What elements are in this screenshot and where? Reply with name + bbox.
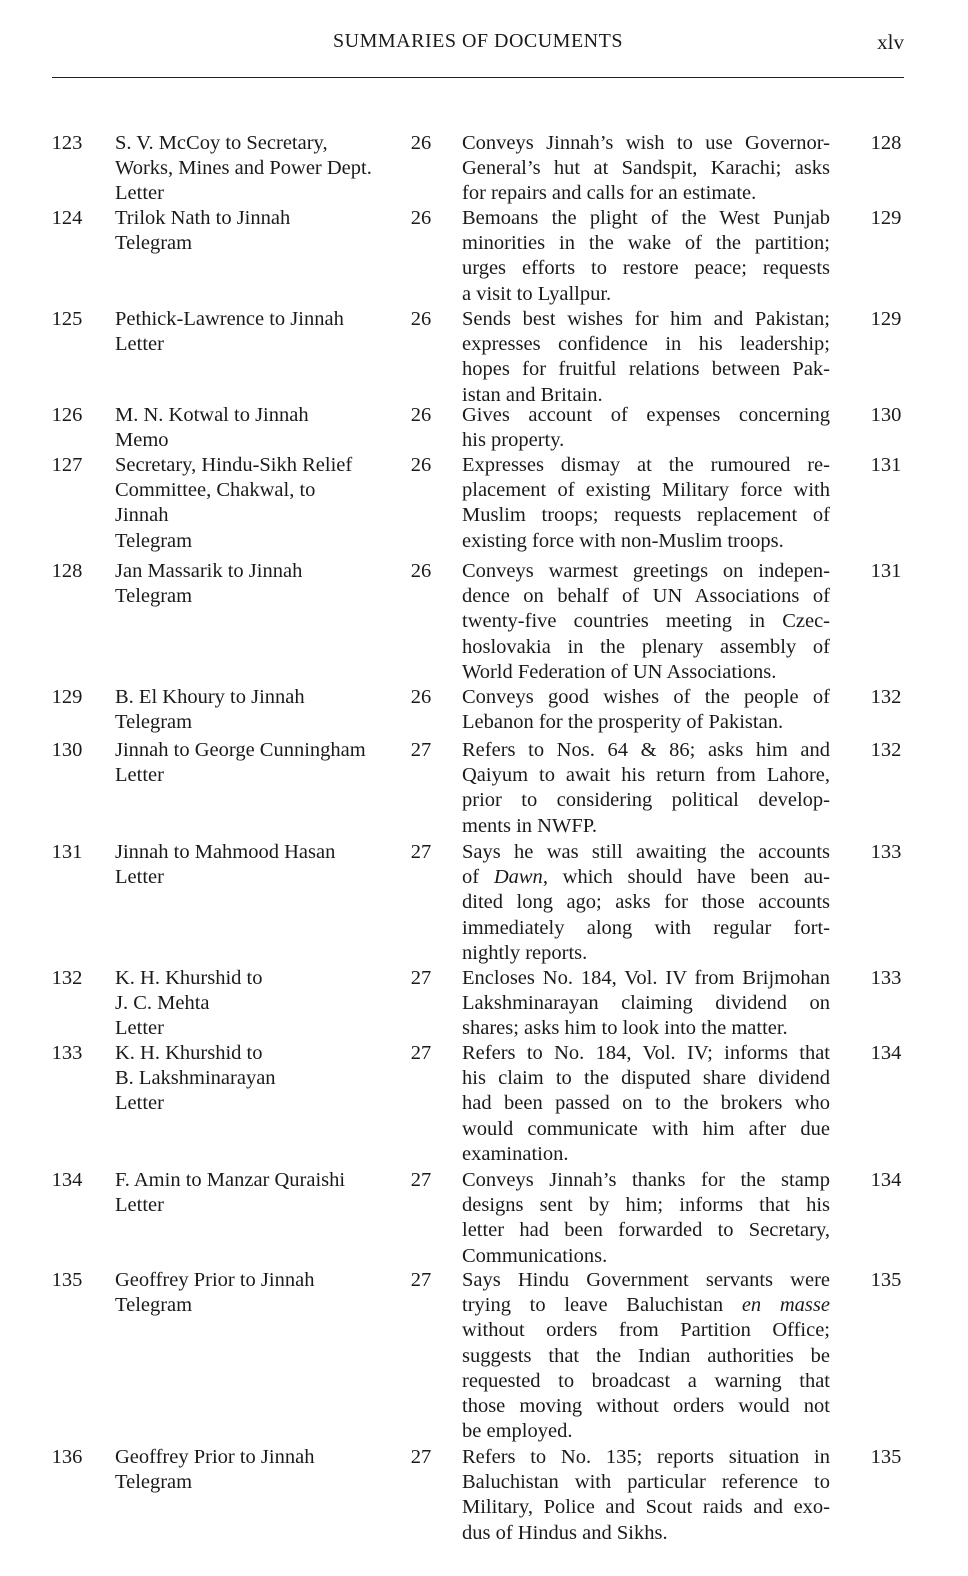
correspondent-line: Letter	[115, 764, 164, 787]
correspondent-line: Jinnah to Mahmood Hasan	[115, 841, 336, 863]
correspondent-line: Telegram	[115, 1294, 193, 1317]
document-date: 26	[410, 560, 432, 582]
summary-line: Conveys warmest greetings on indepen-	[462, 560, 830, 582]
correspondents	[115, 1041, 390, 1117]
document-number: 125	[51, 308, 83, 330]
correspondents	[115, 206, 390, 256]
summary-line: nightly reports.	[462, 941, 588, 964]
running-title: SUMMARIES OF DOCUMENTS	[333, 30, 623, 52]
correspondent-line: Geoffrey Prior to Jinnah	[115, 1269, 315, 1291]
correspondent-line: Committee, Chakwal, to	[115, 479, 316, 502]
correspondent-line: Telegram	[115, 529, 193, 552]
correspondents	[115, 1445, 390, 1495]
summary-line: immediately along with regular fort-	[462, 916, 830, 939]
correspondent-line: Letter	[115, 1092, 164, 1115]
correspondent-line: S. V. McCoy to Secretary,	[115, 132, 328, 154]
document-summary	[462, 307, 830, 408]
document-summary	[462, 966, 830, 1042]
document-number: 126	[51, 404, 83, 426]
correspondents	[115, 1168, 390, 1218]
summary-line: Says he was still awaiting the accounts	[462, 841, 830, 863]
correspondent-line: Telegram	[115, 232, 193, 255]
correspondent-line: B. El Khoury to Jinnah	[115, 686, 305, 708]
summary-line: General’s hut at Sandspit, Karachi; asks	[462, 157, 830, 180]
correspondent-line: K. H. Khurshid to	[115, 1042, 263, 1064]
correspondents	[115, 738, 390, 788]
summary-line: twenty-five countries meeting in Czec-	[462, 610, 830, 633]
correspondent-line: Trilok Nath to Jinnah	[115, 207, 291, 229]
summary-line: Baluchistan with particular reference to	[462, 1471, 830, 1494]
correspondent-line: J. C. Mehta	[115, 992, 210, 1015]
document-summary	[462, 1041, 830, 1167]
summary-line: had been passed on to the brokers who	[462, 1092, 830, 1115]
summary-line: Muslim troops; requests replacement of	[462, 504, 830, 527]
document-number: 131	[51, 841, 83, 863]
correspondents	[115, 453, 390, 554]
page-reference: 131	[870, 560, 902, 582]
document-date: 27	[410, 1042, 432, 1064]
correspondent-line: Secretary, Hindu-Sikh Relief	[115, 454, 353, 476]
document-date: 26	[410, 207, 432, 229]
correspondent-line: Letter	[115, 182, 164, 205]
correspondents	[115, 403, 390, 453]
document-date: 27	[410, 739, 432, 761]
summary-line: Lakshminarayan claiming dividend on	[462, 992, 830, 1015]
document-summary	[462, 131, 830, 207]
document-summary	[462, 1268, 830, 1444]
summary-line: expresses confidence in his leadership;	[462, 333, 830, 356]
document-summary	[462, 453, 830, 554]
page-number: xlv	[877, 30, 904, 54]
document-number: 134	[51, 1169, 83, 1191]
document-number: 133	[51, 1042, 83, 1064]
correspondent-line: Works, Mines and Power Dept.	[115, 157, 372, 180]
summary-line: hopes for fruitful relations between Pak-	[462, 358, 830, 381]
correspondent-line: Jan Massarik to Jinnah	[115, 560, 303, 582]
document-summary	[462, 1445, 830, 1546]
document-number: 124	[51, 207, 83, 229]
summary-line: Qaiyum to await his return from Lahore,	[462, 764, 830, 787]
correspondent-line: Letter	[115, 1194, 164, 1217]
summary-line: trying to leave Baluchistan en masse	[462, 1294, 830, 1317]
correspondents	[115, 840, 390, 890]
correspondent-line: Telegram	[115, 1471, 193, 1494]
page-reference: 130	[870, 404, 902, 426]
summary-line: those moving without orders would not	[462, 1395, 830, 1418]
summary-line: dus of Hindus and Sikhs.	[462, 1521, 668, 1544]
summary-line: shares; asks him to look into the matter.	[462, 1017, 788, 1040]
document-number: 130	[51, 739, 83, 761]
summary-line: be employed.	[462, 1420, 573, 1443]
summary-line: Sends best wishes for him and Pakistan;	[462, 308, 830, 330]
document-date: 26	[410, 308, 432, 330]
summary-line: a visit to Lyallpur.	[462, 282, 612, 305]
correspondent-line: Memo	[115, 429, 169, 452]
summary-line: Encloses No. 184, Vol. IV from Brijmohan	[462, 967, 830, 989]
summary-line: dited long ago; asks for those accounts	[462, 891, 830, 914]
document-date: 26	[410, 454, 432, 476]
summary-line: of Dawn, which should have been au-	[462, 866, 831, 889]
document-date: 27	[410, 1446, 432, 1468]
correspondents	[115, 1268, 390, 1318]
summary-line: Refers to No. 135; reports situation in	[462, 1446, 830, 1468]
correspondents	[115, 966, 390, 1042]
summary-line: his claim to the disputed share dividend	[462, 1067, 830, 1090]
document-summary	[462, 685, 830, 735]
summary-line: Refers to No. 184, Vol. IV; informs that	[462, 1042, 830, 1064]
page-reference: 133	[870, 841, 902, 863]
correspondent-line: Telegram	[115, 585, 193, 608]
page-reference: 128	[870, 132, 902, 154]
correspondent-line: Telegram	[115, 711, 193, 734]
summary-line: urges efforts to restore peace; requests	[462, 257, 830, 280]
summary-line: Refers to Nos. 64 & 86; asks him and	[462, 739, 830, 761]
correspondents	[115, 307, 390, 357]
summary-line: Expresses dismay at the rumoured re-	[462, 454, 830, 476]
summary-line: Communications.	[462, 1244, 608, 1267]
correspondents	[115, 685, 390, 735]
correspondent-line: B. Lakshminarayan	[115, 1067, 276, 1090]
correspondent-line: Jinnah to George Cunningham	[115, 739, 366, 761]
document-summary	[462, 840, 830, 966]
document-date: 27	[410, 967, 432, 989]
correspondent-line: Jinnah	[115, 504, 169, 527]
summary-line: Bemoans the plight of the West Punjab	[462, 207, 830, 229]
document-summary	[462, 738, 830, 839]
correspondent-line: Pethick-Lawrence to Jinnah	[115, 308, 344, 330]
summary-line: Conveys good wishes of the people of	[462, 686, 830, 708]
correspondents	[115, 559, 390, 609]
page-reference: 135	[870, 1269, 902, 1291]
document-number: 135	[51, 1269, 83, 1291]
page-reference: 135	[870, 1446, 902, 1468]
document-summary	[462, 559, 830, 685]
page-reference: 131	[870, 454, 902, 476]
summary-line: ments in NWFP.	[462, 814, 597, 837]
summary-line: placement of existing Military force with	[462, 479, 830, 502]
summary-line: Gives account of expenses concerning	[462, 404, 830, 426]
summary-line: prior to considering political develop-	[462, 789, 830, 812]
document-number: 127	[51, 454, 83, 476]
correspondents	[115, 131, 390, 207]
correspondent-line: F. Amin to Manzar Quraishi	[115, 1169, 346, 1191]
summary-line: existing force with non-Muslim troops.	[462, 529, 784, 552]
document-date: 26	[410, 686, 432, 708]
document-number: 132	[51, 967, 83, 989]
document-summary	[462, 403, 830, 453]
document-date: 27	[410, 841, 432, 863]
document-summary	[462, 1168, 830, 1269]
page-reference: 132	[870, 739, 902, 761]
summary-line: Conveys Jinnah’s thanks for the stamp	[462, 1169, 830, 1191]
summary-line: would communicate with him after due	[462, 1117, 830, 1140]
document-number: 129	[51, 686, 83, 708]
correspondent-line: Geoffrey Prior to Jinnah	[115, 1446, 315, 1468]
page-reference: 134	[870, 1169, 902, 1191]
summary-line: Conveys Jinnah’s wish to use Governor-	[462, 132, 830, 154]
document-date: 26	[410, 404, 432, 426]
page-reference: 129	[870, 308, 902, 330]
document-number: 128	[51, 560, 83, 582]
summary-line: letter had been forwarded to Secretary,	[462, 1219, 830, 1242]
summary-line: istan and Britain.	[462, 383, 603, 406]
summary-line: requested to broadcast a warning that	[462, 1369, 830, 1392]
summary-line: Lebanon for the prosperity of Pakistan.	[462, 711, 784, 734]
page-reference: 134	[870, 1042, 902, 1064]
summary-line: suggests that the Indian authorities be	[462, 1344, 830, 1367]
summary-line: minorities in the wake of the partition;	[462, 232, 830, 255]
document-date: 26	[410, 132, 432, 154]
summary-line: Says Hindu Government servants were	[462, 1269, 830, 1291]
document-number: 136	[51, 1446, 83, 1468]
summary-line: World Federation of UN Associations.	[462, 660, 777, 683]
document-number: 123	[51, 132, 83, 154]
summary-line: examination.	[462, 1142, 569, 1165]
document-date: 27	[410, 1169, 432, 1191]
summary-line: for repairs and calls for an estimate.	[462, 182, 757, 205]
page-reference: 132	[870, 686, 902, 708]
correspondent-line: M. N. Kotwal to Jinnah	[115, 404, 309, 426]
summary-line: without orders from Partition Office;	[462, 1319, 830, 1342]
correspondent-line: Letter	[115, 333, 164, 356]
summary-line: Military, Police and Scout raids and exo-	[462, 1496, 830, 1519]
document-summary	[462, 206, 830, 307]
document-date: 27	[410, 1269, 432, 1291]
summary-line: his property.	[462, 429, 565, 452]
summary-line: dence on behalf of UN Associations of	[462, 585, 830, 608]
correspondent-line: K. H. Khurshid to	[115, 967, 263, 989]
correspondent-line: Letter	[115, 1017, 164, 1040]
summary-line: hoslovakia in the plenary assembly of	[462, 635, 830, 658]
correspondent-line: Letter	[115, 866, 164, 889]
page-reference: 133	[870, 967, 902, 989]
page-reference: 129	[870, 207, 902, 229]
summary-line: designs sent by him; informs that his	[462, 1194, 830, 1217]
